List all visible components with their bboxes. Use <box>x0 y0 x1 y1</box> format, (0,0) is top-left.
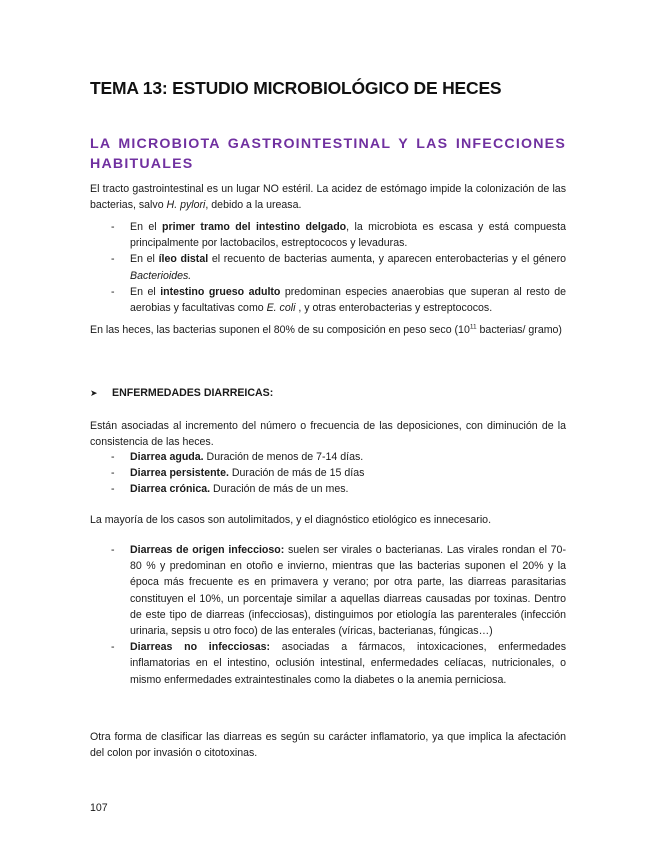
intro-text: El tracto gastrointestinal es un lugar NO estéril. La acidez de estómago impide la colonización de las bacterias, salvo <box>90 183 566 212</box>
arrow-bullet-icon: ➤ <box>90 388 98 398</box>
superscript: 11 <box>469 323 477 331</box>
list-item: - Diarreas no infecciosas: asociadas a fármacos, intoxicaciones, enfermedades inflamatorias en el intestino, oclusión intestinal, enfermedades celíacas, nutricionales, o mismo enfermedades extraintestinales como la diabetes o la anemia perniciosa. <box>111 641 566 686</box>
subheading-label: ENFERMEDADES DIARREICAS: <box>112 387 274 399</box>
list-item: - Diarrea persistente. Duración de más de 15 días <box>111 467 365 480</box>
list-item: - En el intestino grueso adulto predominan especies anaerobias que superan al resto de aerobias y facultativas como E. coli , y otras enterobacterias y estreptococos. <box>111 285 567 315</box>
closing-paragraph: Otra forma de clasificar las diarreas es según su carácter inflamatorio, ya que implica la afectación del colon por invasión o citotoxinas. <box>90 731 566 760</box>
origin-list <box>90 542 566 688</box>
feces-paragraph: En las heces, las bacterias suponen el 80% de su composición en peso seco ($10^{11}$ bacterias/ gramo) <box>90 323 562 336</box>
list-item: - En el íleo distal el recuento de bacterias aumenta, y aparecen enterobacterias y el género Bacterioides. <box>111 253 566 282</box>
subheading <box>90 387 273 399</box>
list-item: - Diarrea aguda. Duración de menos de 7-14 días. <box>111 451 364 463</box>
intro-text-end: , debido a la ureasa. <box>205 199 302 212</box>
autolimitados-paragraph: La mayoría de los casos son autolimitados, y el diagnóstico etiológico es innecesario. <box>90 514 492 526</box>
diarrea-intro: Están asociadas al incremento del número o frecuencia de las deposiciones, con diminución de la consistencia de las heces. <box>90 420 566 449</box>
intro-paragraph <box>90 181 566 213</box>
list-item: - Diarreas de origen infeccioso: suelen ser virales o bacterianas. Las virales rondan el 70-80 % y predominan en otoño e invierno, mientras que las bacterias suponen el 20% y la época más frecuente es en primavera y verano; por otra parte, las diarreas parasitarias constituyen el 10%, un porcentaje similar a aquellas diarreas causadas por toxinas. Dentro de este tipo de diarreas (infecciosas), distinguimos por etiología las parenterales (infección urinaria, sepsis u otro foco) de las enterales (víricas, bacterianas, fúngicas…) <box>111 544 566 638</box>
page-title: TEMA 13: ESTUDIO MICROBIOLÓGICO DE HECES <box>90 78 502 98</box>
section-title: LA MICROBIOTA GASTROINTESTINAL Y LAS INFECCIONES HABITUALES <box>90 136 566 172</box>
list-item: - En el primer tramo del intestino delgado, la microbiota es escasa y está compuesta principalmente por lactobacilos, estreptococos y levaduras. <box>111 221 566 250</box>
microbiota-list <box>90 219 566 316</box>
list-item: - Diarrea crónica. Duración de más de un mes. <box>111 483 349 496</box>
page-number: 107 <box>90 802 108 814</box>
diarrea-types-list <box>90 449 566 498</box>
intro-italic: H. pylori <box>166 199 206 212</box>
